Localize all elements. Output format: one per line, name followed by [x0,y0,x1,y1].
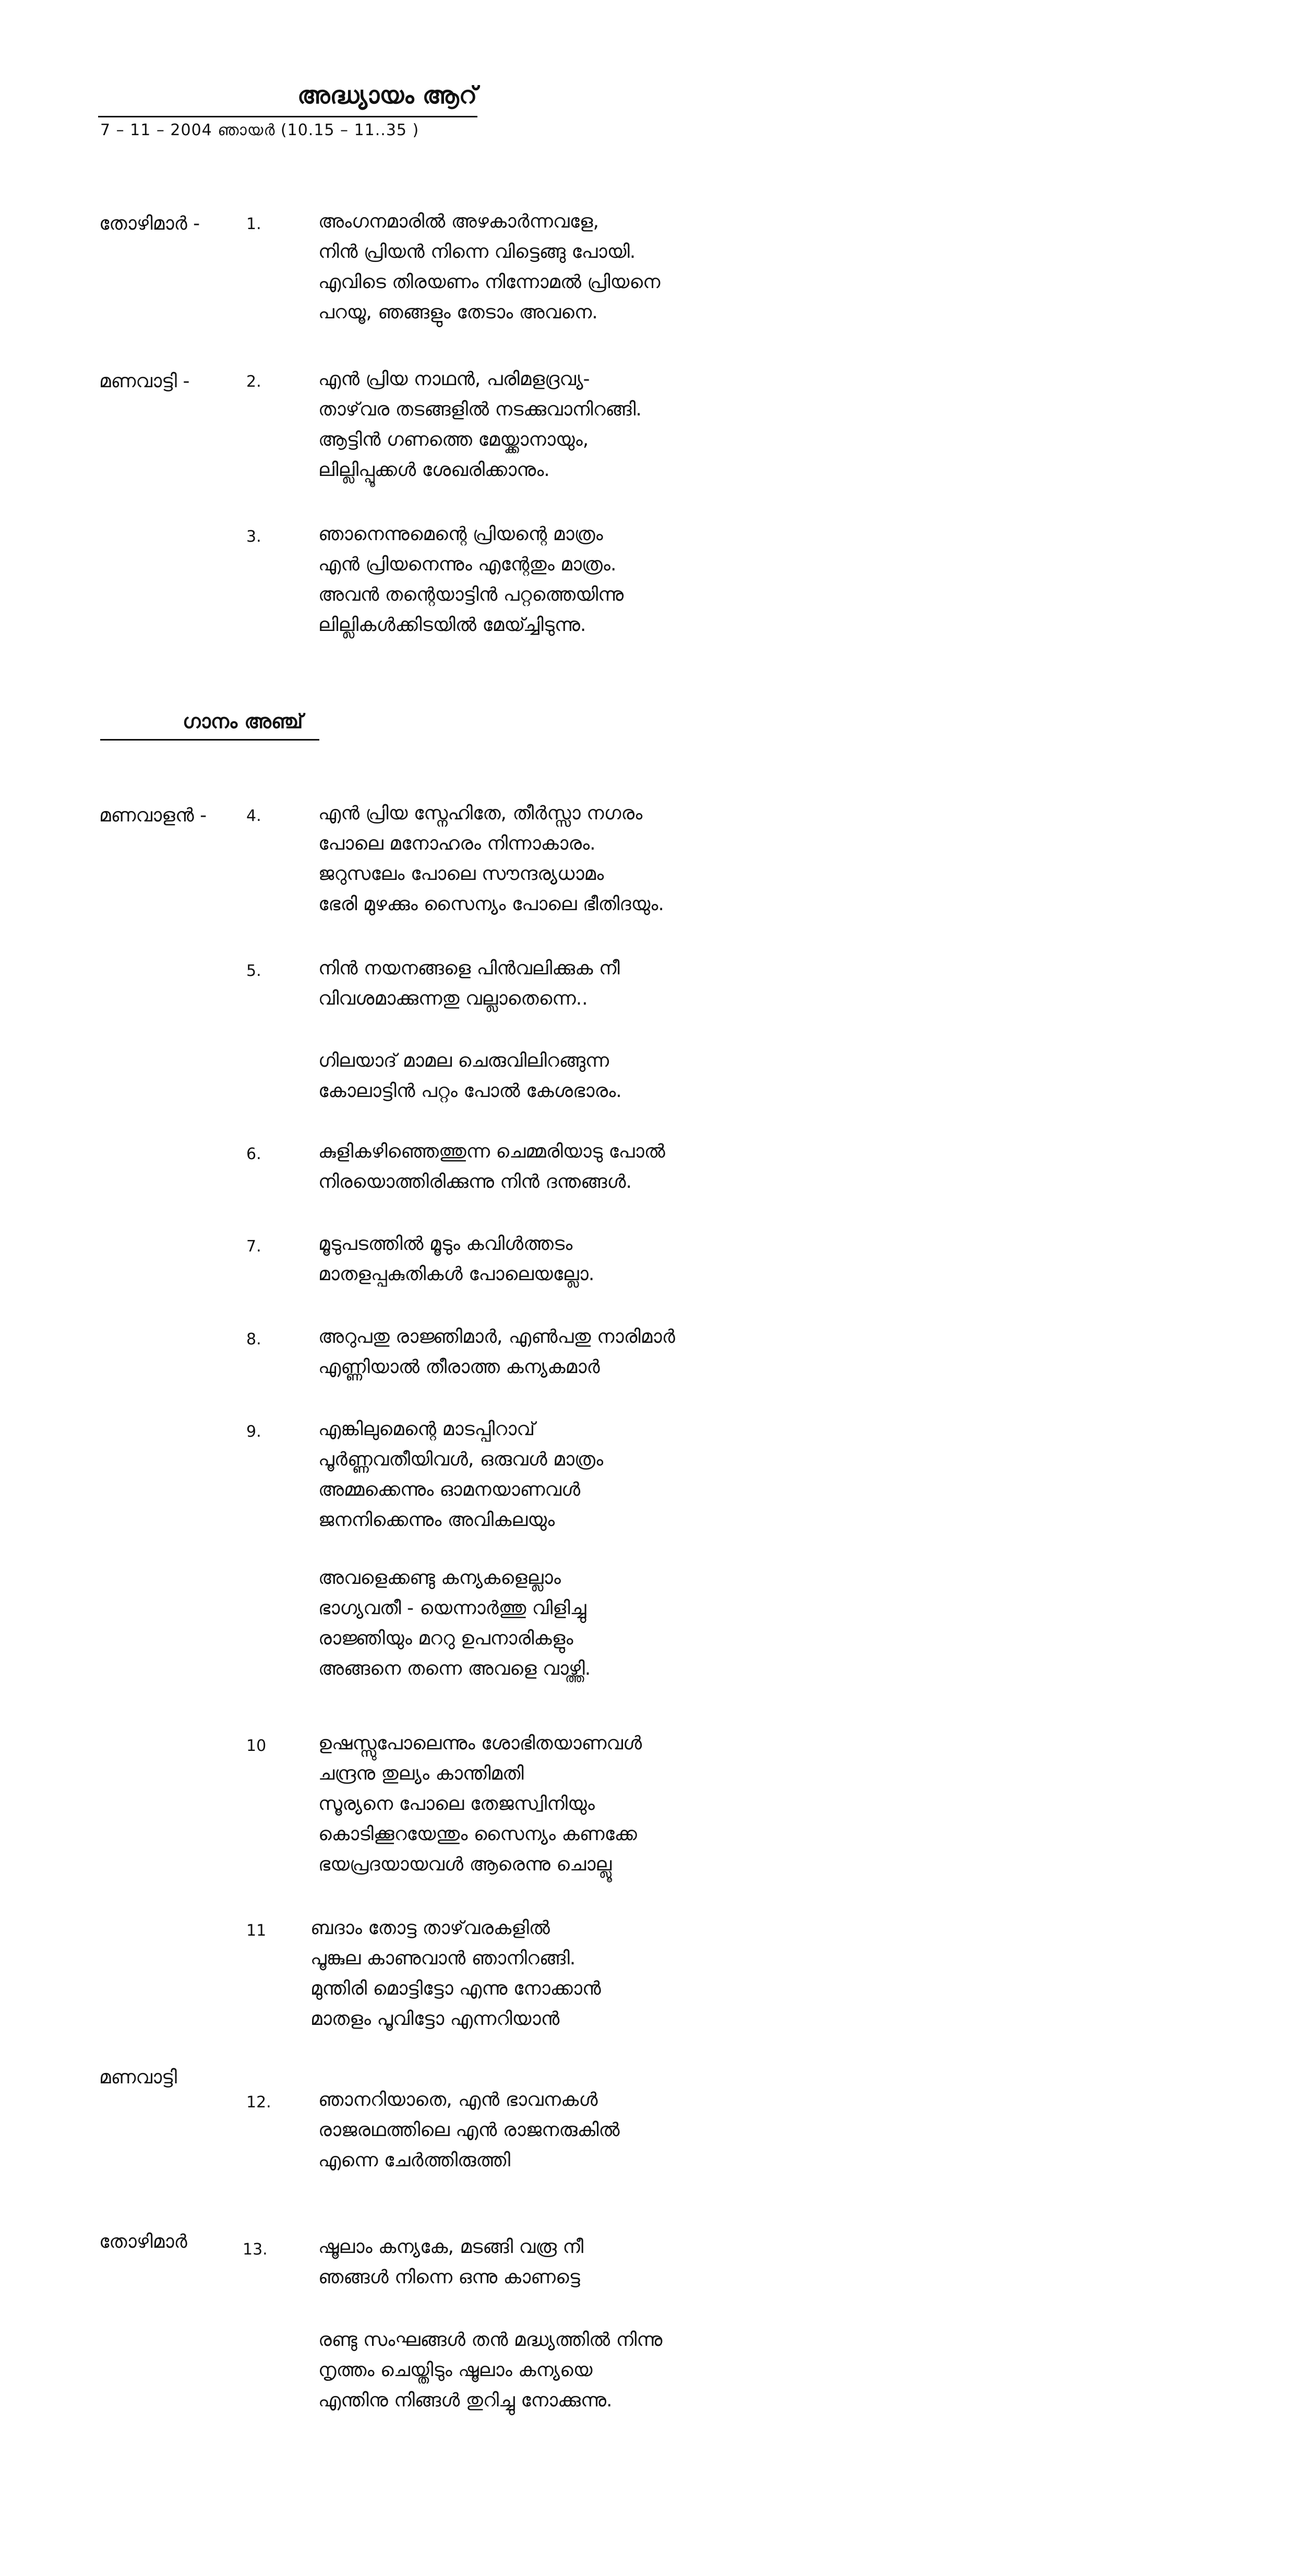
verse-line: അറുപതു രാജ്ഞിമാർ, എൺപതു നാരിമാർ [318,1326,675,1347]
date-line: 7 – 11 – 2004 ഞായർ (10.15 – 11..35 ) [100,121,420,139]
verse-number: 5. [246,962,261,980]
verse-number: 7. [246,1237,261,1256]
verse-line: രാജരഥത്തിലെ എൻ രാജനരുകിൽ [318,2119,620,2141]
verse-line: ഭാഗ്യവതീ - യെന്നാർത്തു വിളിച്ചു [318,1597,586,1619]
verse-line: പൂങ്കുല കാണുവാൻ ഞാനിറങ്ങി. [310,1948,576,1969]
verse-number: 9. [246,1423,261,1441]
verse-line: ജറുസലേം പോലെ സൗന്ദര്യധാമം [318,863,604,885]
verse-number: 6. [246,1145,261,1163]
verse-line: ആട്ടിൻ ഗണത്തെ മേയ്ക്കാനായും, [318,429,589,450]
verse-block [318,1728,642,1880]
verse-line: കൊടിക്കൂറയേന്തും സൈന്യം കണക്കേ [318,1823,637,1845]
verse-line: എൻ പ്രിയ നാഥൻ, പരിമളദ്രവ്യ- [318,368,590,390]
speaker-label: മണവാട്ടി [99,2067,177,2088]
verse-block [318,1046,622,1106]
verse-block [318,519,624,640]
verse-block [318,2325,662,2416]
verse-line: സൂര്യനെ പോലെ തേജസ്വിനിയും [318,1793,595,1815]
song-heading: ഗാനം അഞ്ച് [183,710,303,733]
verse-block [318,1137,665,1197]
verse-line: എന്നെ ചേർത്തിരുത്തി [318,2150,511,2171]
verse-line: കോലാട്ടിൻ പറ്റം പോൽ കേശഭാരം. [318,1080,622,1102]
verse-line: ബദാം തോട്ട താഴ്‌വരകളിൽ [310,1917,550,1939]
verse-line: മൂടുപടത്തിൽ മൂടും കവിൾത്തടം [318,1233,573,1255]
verse-line: എങ്കിലുമെന്റെ മാടപ്പിറാവ് [318,1418,535,1440]
speaker-label: മണവാളൻ - [99,805,207,826]
verse-line: മാതളപ്പകുതികൾ പോലെയല്ലോ. [318,1263,595,1285]
verse-block [318,1322,675,1382]
verse-line: ഗിലയാദ് മാമല ചെരുവിലിറങ്ങുന്ന [318,1050,609,1071]
verse-line: ജനനിക്കെന്നും അവികലയും [318,1509,555,1531]
speaker-label: മണവാട്ടി - [99,371,190,392]
verse-line: രണ്ടു സംഘങ്ങൾ തൻ മദ്ധ്യത്തിൽ നിന്നു [318,2329,663,2351]
verse-line: ചന്ദ്രനു തുല്യം കാന്തിമതി [318,1763,524,1784]
verse-line: ഭയപ്രദയായവൾ ആരെന്നു ചൊല്ലൂ [318,1854,612,1875]
verse-line: നിൻ പ്രിയൻ നിന്നെ വിട്ടെങ്ങു പോയി. [318,241,636,263]
verse-line: നിരയൊത്തിരിക്കുന്നു നിൻ ദന്തങ്ങൾ. [318,1171,632,1192]
verse-block [318,798,664,920]
verse-line: താഴ്‌വര തടങ്ങളിൽ നടക്കുവാനിറങ്ങി. [318,399,642,420]
verse-number: 4. [246,807,261,825]
verse-number: 1. [246,215,261,233]
verse-block [318,953,620,1014]
verse-block [318,1563,591,1684]
verse-number: 8. [246,1330,261,1349]
verse-line: അവൻ തന്റെയാട്ടിൻ പറ്റത്തെയിന്നു [318,584,624,605]
verse-line: മുന്തിരി മൊട്ടിട്ടോ എന്നു നോക്കാൻ [310,1978,601,1999]
verse-line: അംഗനമാരിൽ അഴകാർന്നവളേ, [318,211,599,232]
verse-block [318,364,642,485]
verse-line: അങ്ങനെ തന്നെ അവളെ വാഴ്ത്തി. [318,1658,591,1679]
verse-line: ഞാനെന്നുമെന്റെ പ്രിയന്റെ മാത്രം [318,523,603,545]
verse-block [318,2232,583,2293]
verse-line: മാതളം പൂവിട്ടോ എന്നറിയാൻ [310,2008,560,2030]
verse-line: ഷൂലാം കന്യകേ, മടങ്ങി വരൂ നീ [318,2236,584,2258]
verse-block [318,1229,594,1290]
verse-line: അമ്മക്കെന്നും ഓമനയാണവൾ [318,1479,581,1500]
verse-block [318,207,660,328]
verse-line: ഞാനറിയാതെ, എൻ ഭാവനകൾ [318,2089,598,2110]
verse-line: ഉഷസ്സുപോലെന്നും ശോഭിതയാണവൾ [318,1733,642,1754]
heading-underline [100,739,319,741]
verse-number: 13. [243,2240,268,2259]
verse-line: ഞങ്ങൾ നിന്നെ ഒന്നു കാണട്ടെ [318,2267,580,2288]
verse-line: കുളികഴിഞ്ഞെത്തുന്ന ചെമ്മരിയാടു പോൽ [318,1141,665,1162]
verse-line: ലില്ലികൾക്കിടയിൽ മേയ്ച്ചിടുന്നു. [318,614,586,636]
verse-line: അവളെക്കണ്ടു കന്യകളെല്ലാം [318,1567,561,1589]
verse-line: രാജ്ഞിയും മററു ഉപനാരികളും [318,1628,573,1649]
chapter-title: അദ്ധ്യായം ആറ് [297,81,477,109]
verse-number: 2. [246,373,261,391]
verse-line: എൻ പ്രിയനെന്നും എന്റേതും മാത്രം. [318,554,617,575]
verse-line: വിവശമാക്കുന്നതു വല്ലാതെന്നെ.. [318,988,588,1009]
verse-block [318,2085,620,2176]
verse-line: പോലെ മനോഹരം നിന്നാകാരം. [318,833,596,854]
verse-number: 12. [246,2093,271,2112]
verse-number: 10 [246,1737,267,1755]
verse-block [310,1913,601,2034]
verse-line: പറയൂ, ഞങ്ങളും തേടാം അവനെ. [318,302,598,323]
verse-line: പൂർണ്ണവതീയിവൾ, ഒരുവൾ മാത്രം [318,1449,604,1470]
verse-line: എന്തിനു നിങ്ങൾ തുറിച്ചു നോക്കുന്നു. [318,2390,613,2411]
verse-number: 3. [246,528,261,546]
verse-line: ഭേരി മുഴക്കും സൈന്യം പോലെ ഭീതിദയും. [318,893,664,915]
verse-line: ലില്ലിപ്പൂക്കൾ ശേഖരിക്കാനും. [318,459,550,481]
verse-line: എവിടെ തിരയണം നിന്നോമൽ പ്രിയനെ [318,271,661,293]
verse-line: എണ്ണിയാൽ തീരാത്ത കന്യകമാർ [318,1356,600,1378]
speaker-label: തോഴിമാർ - [99,213,200,234]
speaker-label: തോഴിമാർ [99,2231,187,2252]
title-underline [98,116,477,117]
verse-block [318,1414,603,1535]
verse-line: നിൻ നയനങ്ങളെ പിൻവലിക്കുക നീ [318,958,620,979]
verse-line: എൻ പ്രിയ സ്നേഹിതേ, തീർസ്സാ നഗരം [318,803,643,824]
verse-line: നൃത്തം ചെയ്തിടും ഷൂലാം കന്യയെ [318,2359,593,2381]
verse-number: 11 [246,1922,267,1940]
